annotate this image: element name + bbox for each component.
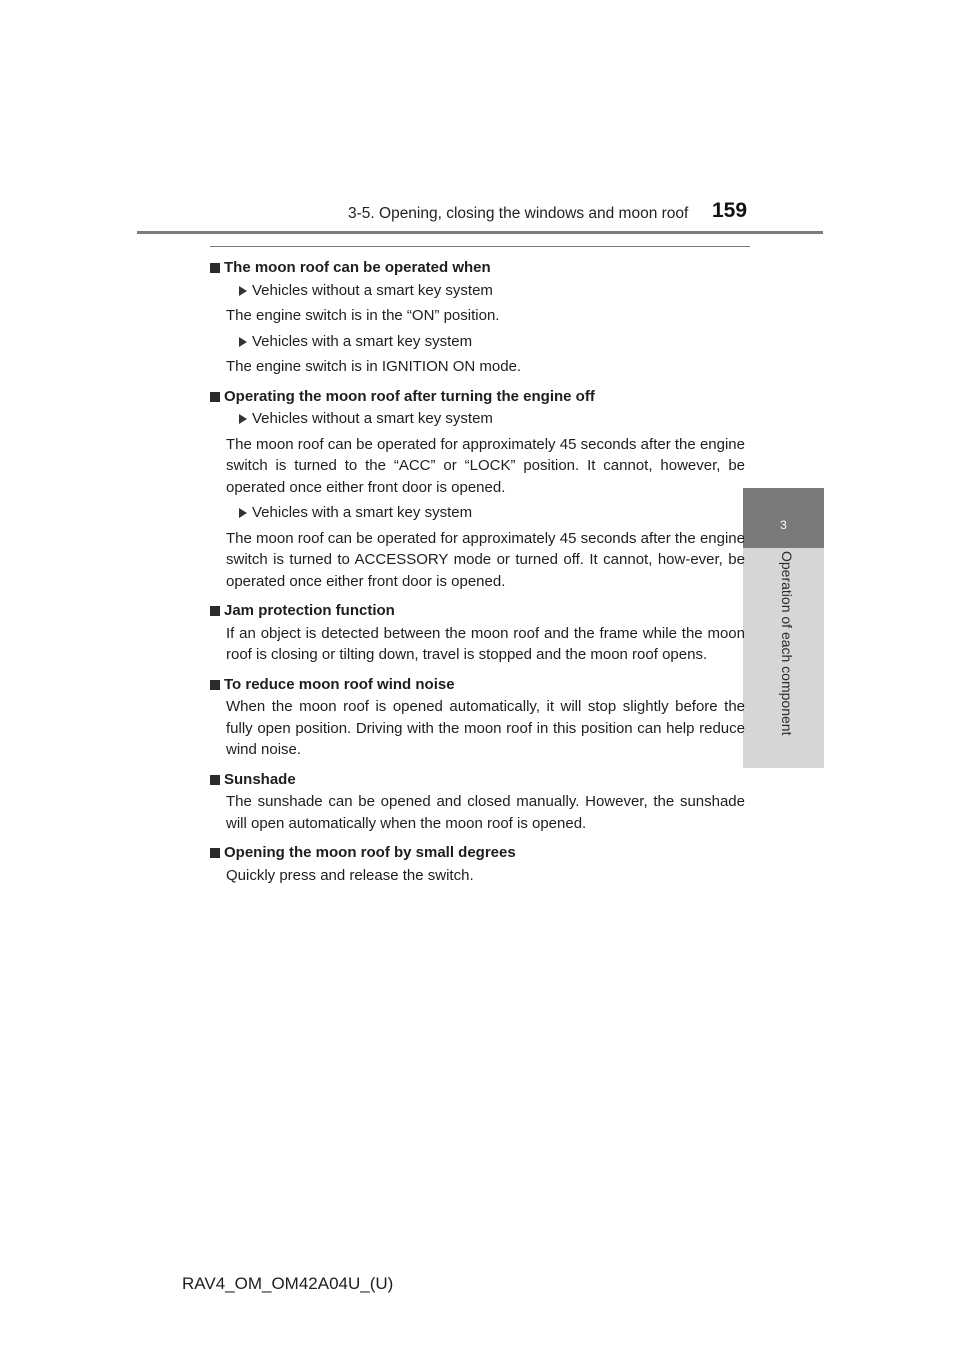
triangle-bullet-icon: [239, 508, 247, 518]
page-number: 159: [712, 199, 748, 222]
section-heading: [210, 769, 745, 791]
square-bullet-icon: [210, 848, 220, 858]
page-content: [210, 257, 745, 894]
heading-text: To reduce moon roof wind noise: [224, 675, 455, 693]
sub-heading-text: Vehicles with a smart key system: [252, 332, 473, 350]
section-jam-protection: [210, 600, 745, 666]
body-text: The moon roof can be operated for approximately 45 seconds after the engine switch is turned to the “ACC” or “LOCK” position. It cannot, however, be operated once either front door is opened.: [226, 435, 745, 496]
heading-text: Sunshade: [224, 770, 296, 788]
heading-text: The moon roof can be operated when: [224, 259, 491, 276]
square-bullet-icon: [210, 606, 220, 616]
section-small-degrees: [210, 842, 745, 886]
body-text: Quickly press and release the switch.: [226, 866, 474, 884]
heading-text: Operating the moon roof after turning the engine off: [224, 387, 595, 405]
square-bullet-icon: [210, 392, 220, 402]
content-divider: [210, 246, 750, 247]
heading-text: Opening the moon roof by small degrees: [224, 844, 516, 861]
section-operating-conditions: [210, 257, 745, 378]
body-text: If an object is detected between the moon roof and the frame while the moon roof is closing or tilting down, travel is stopped and the moon roof opens.: [226, 624, 745, 663]
chapter-number: 3: [780, 518, 787, 532]
square-bullet-icon: [210, 263, 220, 273]
square-bullet-icon: [210, 680, 220, 690]
square-bullet-icon: [210, 775, 220, 785]
sub-heading: [239, 408, 745, 430]
chapter-tab: [743, 488, 824, 548]
body-text: The sunshade can be opened and closed manually. However, the sunshade will open automatically when the moon roof is opened.: [226, 793, 745, 832]
document-code: RAV4_OM_OM42A04U_(U): [182, 1274, 394, 1293]
sub-heading: [239, 280, 745, 302]
section-after-engine-off: [210, 386, 745, 593]
section-heading: [210, 600, 745, 622]
section-heading: [210, 842, 745, 864]
sub-heading-text: Vehicles with a smart key system: [252, 504, 473, 521]
body-text: The engine switch is in the “ON” position.: [226, 307, 500, 324]
section-wind-noise: [210, 674, 745, 761]
section-heading: [210, 386, 745, 408]
header-divider: [137, 231, 823, 234]
body-text: When the moon roof is opened automatically, it will stop slightly before the fully open position. Driving with the moon roof in this position can help reduce wind noise.: [226, 698, 745, 758]
body-text: The moon roof can be operated for approximately 45 seconds after the engine switch is turned to ACCESSORY mode or turned off. It cannot, how-ever, be operated once either front door is opened.: [226, 529, 745, 590]
sub-heading-text: Vehicles without a smart key system: [252, 410, 493, 427]
section-heading: [210, 674, 745, 696]
section-title: 3-5. Opening, closing the windows and moon roof: [348, 205, 689, 222]
heading-text: Jam protection function: [224, 602, 395, 619]
triangle-bullet-icon: [239, 337, 247, 347]
sub-heading-text: Vehicles without a smart key system: [252, 281, 493, 299]
triangle-bullet-icon: [239, 286, 247, 296]
body-text: The engine switch is in IGNITION ON mode.: [226, 358, 522, 375]
sub-heading: [239, 331, 745, 353]
section-heading: [210, 257, 745, 279]
chapter-label: Operation of each component: [779, 551, 795, 736]
sub-heading: [239, 502, 745, 524]
triangle-bullet-icon: [239, 414, 247, 424]
section-sunshade: [210, 769, 745, 835]
